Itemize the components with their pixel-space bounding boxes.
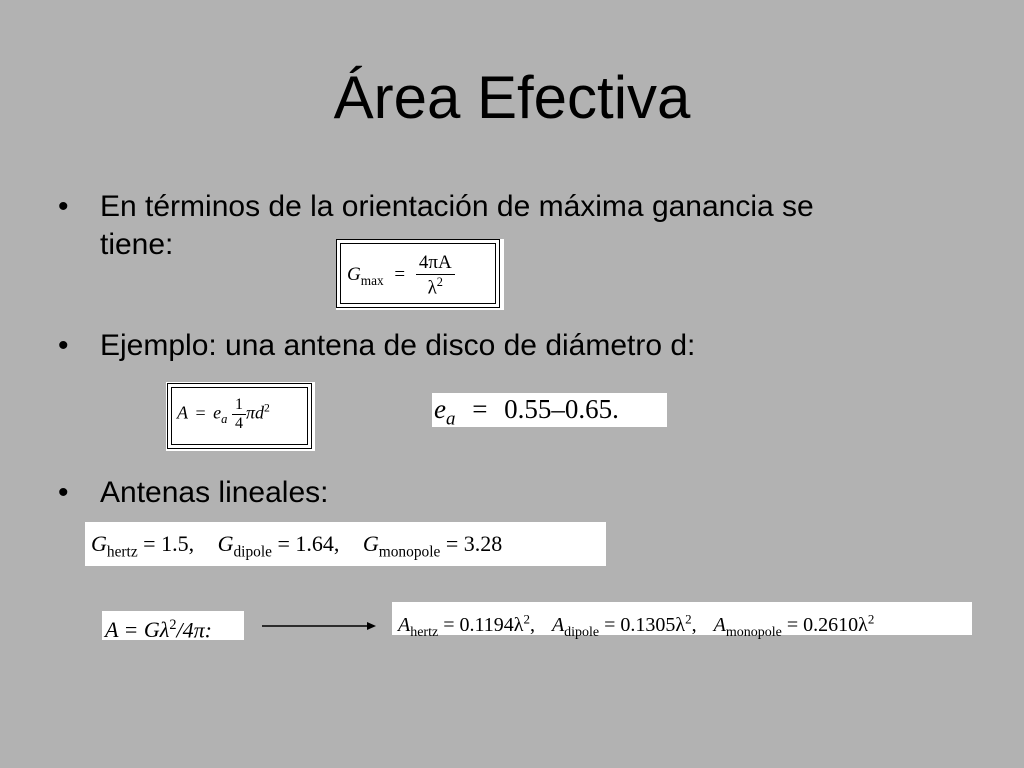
gmax-formula	[336, 239, 504, 310]
gmax-symbol: G	[347, 264, 361, 286]
gmax-subscript: max	[360, 272, 384, 288]
bullet-marker: •	[58, 329, 69, 362]
efficiency-subscript: a	[445, 408, 456, 430]
general-area-formula: $A = G\lambda^2/4\pi$:	[102, 611, 244, 640]
efficiency-formula	[432, 393, 667, 430]
disk-area-formula: $A = e_a$ $\frac{1}{4}$ $\pi d^2$	[166, 382, 315, 451]
area-monopole: $A_{monopole} = 0.2610\lambda^2$	[713, 611, 875, 640]
area-symbol: A	[177, 402, 188, 423]
gain-monopole: $G_{monopole} = 3.28$	[362, 531, 503, 561]
equals-sign: =	[472, 394, 488, 424]
gmax-fraction	[416, 252, 455, 299]
efficiency-subscript: a	[221, 412, 228, 427]
bullet-marker: •	[58, 190, 69, 223]
equals-sign: =	[195, 402, 206, 423]
pi-d-term: πd	[245, 402, 264, 423]
area-dipole: $A_{dipole} = 0.1305\lambda^2$,	[551, 611, 697, 640]
slide-title: Área Efectiva	[333, 64, 691, 131]
equals-sign: =	[394, 264, 406, 286]
gain-dipole: $G_{dipole} = 1.64$,	[217, 531, 340, 561]
gain-hertz: $G_{hertz} = 1.5$,	[91, 531, 195, 561]
gmax-denominator: $\lambda^2$	[427, 275, 443, 299]
linear-gains-formula	[85, 522, 606, 566]
effective-areas-formula	[392, 602, 972, 640]
efficiency-symbol: e	[434, 394, 446, 424]
bullet-text: Ejemplo: una antena de disco de diámetro d:	[100, 329, 696, 362]
efficiency-range: 0.55–0.65.	[504, 394, 619, 424]
right-arrow-icon	[262, 619, 376, 633]
efficiency-symbol: e	[213, 402, 222, 423]
bullet-text-line1: En términos de la orientación de máxima ganancia se	[100, 190, 814, 223]
quarter-fraction: $\frac{1}{4}$	[232, 396, 246, 433]
bullet-marker: •	[58, 476, 69, 509]
area-hertz: $A_{hertz} = 0.1194\lambda^2$,	[398, 611, 535, 640]
bullet-text-line2: tiene:	[100, 228, 174, 261]
gmax-numerator: 4πA	[416, 252, 455, 275]
bullet-text: Antenas lineales:	[100, 476, 329, 509]
